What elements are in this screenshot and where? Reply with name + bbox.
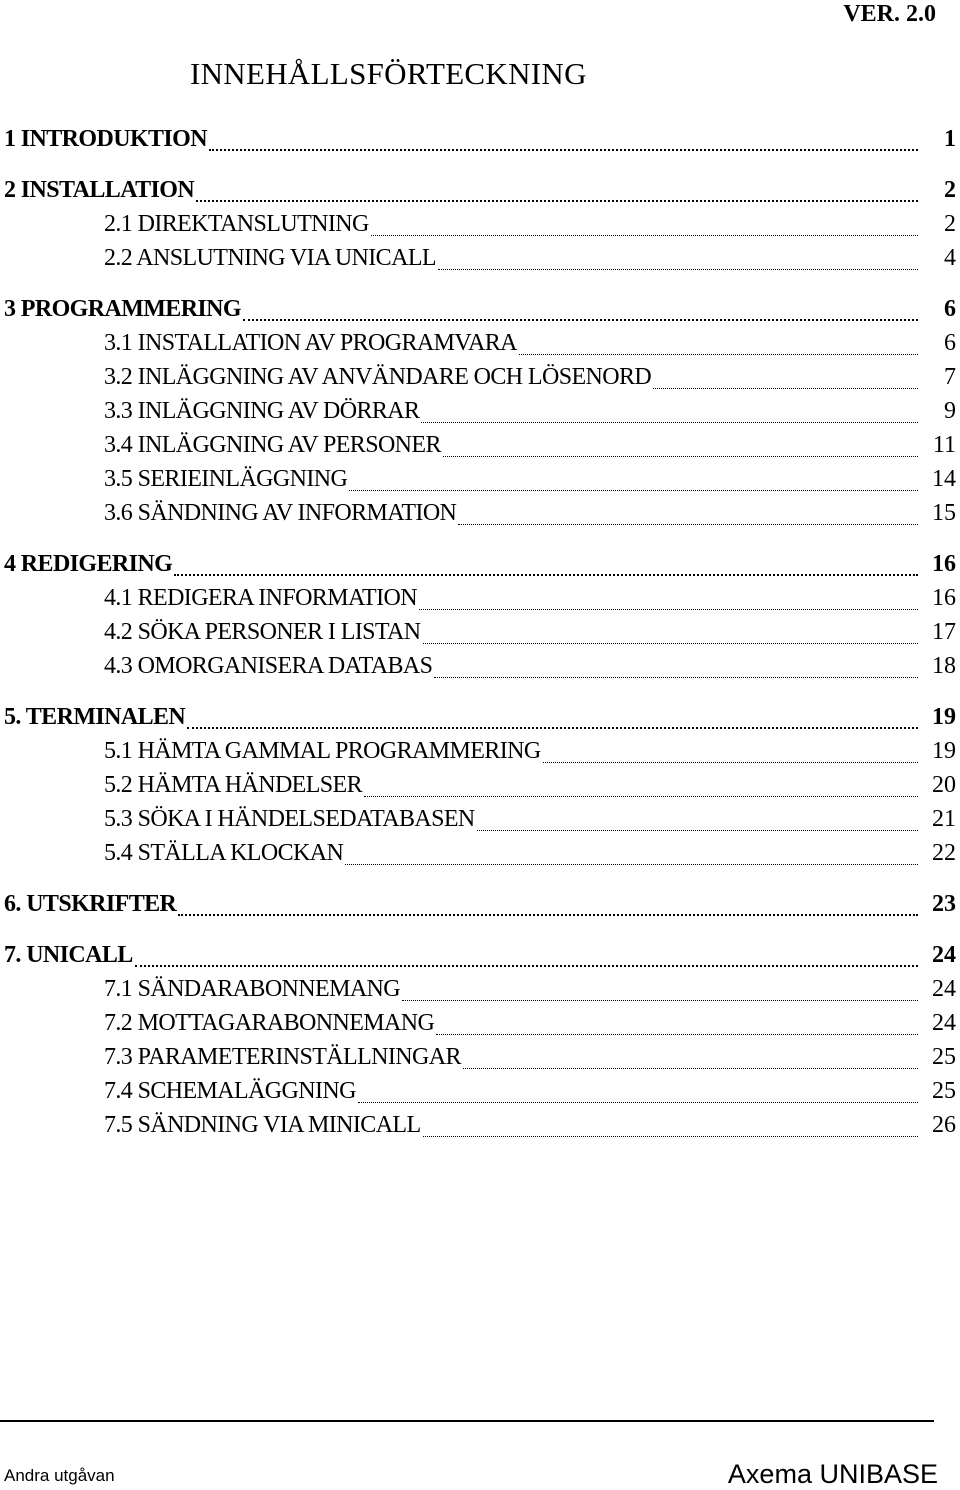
toc-entry-label: 3.6 SÄNDNING AV INFORMATION: [104, 500, 457, 526]
toc-section-entry[interactable]: [0, 1010, 960, 1044]
toc-entry-label: 3.2 INLÄGGNING AV ANVÄNDARE OCH LÖSENORD: [104, 364, 652, 390]
dot-leader: [421, 422, 918, 423]
toc-entry-label: 1 INTRODUKTION: [4, 126, 207, 152]
toc-section-entry[interactable]: [0, 500, 960, 534]
toc-entry-label: 7.4 SCHEMALÄGGNING: [104, 1078, 356, 1104]
toc-entry-label: 4.1 REDIGERA INFORMATION: [104, 585, 417, 611]
footer-product-name: Axema UNIBASE: [727, 1459, 938, 1489]
toc-page-number: 24: [932, 976, 956, 1002]
dot-leader: [438, 269, 918, 270]
toc-entry-label: 4.2 SÖKA PERSONER I LISTAN: [104, 619, 421, 645]
toc-page-number: 2: [944, 177, 956, 203]
toc-chapter-entry[interactable]: [0, 942, 960, 976]
toc-entry-label: 5.2 HÄMTA HÄNDELSER: [104, 772, 363, 798]
dot-leader: [653, 388, 918, 389]
dot-leader: [187, 727, 918, 729]
dot-leader: [209, 149, 918, 151]
toc-entry-label: 7.2 MOTTAGARABONNEMANG: [104, 1010, 435, 1036]
dot-leader: [196, 200, 918, 202]
toc-section-entry[interactable]: [0, 976, 960, 1010]
toc-entry-label: 4.3 OMORGANISERA DATABAS: [104, 653, 433, 679]
toc-page-number: 14: [932, 466, 956, 492]
toc-entry-label: 3.1 INSTALLATION AV PROGRAMVARA: [104, 330, 517, 356]
toc-page-number: 19: [932, 738, 956, 764]
dot-leader: [402, 1000, 918, 1001]
toc-section-entry[interactable]: [0, 1078, 960, 1112]
toc-entry-label: 2.2 ANSLUTNING VIA UNICALL: [104, 245, 436, 271]
dot-leader: [519, 354, 918, 355]
toc-section-entry[interactable]: [0, 330, 960, 364]
toc-page-number: 11: [932, 432, 956, 458]
dot-leader: [358, 1102, 918, 1103]
dot-leader: [463, 1068, 918, 1069]
toc-page-number: 20: [932, 772, 956, 798]
toc-page-number: 22: [932, 840, 956, 866]
toc-page-number: 23: [932, 891, 956, 917]
toc-section-entry[interactable]: [0, 772, 960, 806]
toc-section-entry[interactable]: [0, 432, 960, 466]
dot-leader: [477, 830, 918, 831]
toc-entry-label: 7. UNICALL: [4, 942, 133, 968]
dot-leader: [423, 1136, 918, 1137]
toc-page-number: 4: [944, 245, 956, 271]
toc-chapter-entry[interactable]: [0, 177, 960, 211]
toc-entry-label: 7.1 SÄNDARABONNEMANG: [104, 976, 401, 1002]
footer-edition: Andra utgåvan: [4, 1466, 115, 1485]
toc-page-number: 19: [932, 704, 956, 730]
toc-entry-label: 5.1 HÄMTA GAMMAL PROGRAMMERING: [104, 738, 541, 764]
toc-page-number: 6: [944, 330, 956, 356]
toc-entry-label: 2.1 DIREKTANSLUTNING: [104, 211, 369, 237]
toc-entry-label: 3.3 INLÄGGNING AV DÖRRAR: [104, 398, 420, 424]
toc-page-number: 7: [944, 364, 956, 390]
dot-leader: [458, 524, 918, 525]
toc-section-entry[interactable]: [0, 466, 960, 500]
toc-section-entry[interactable]: [0, 1112, 960, 1146]
toc-section-entry[interactable]: [0, 738, 960, 772]
toc-page-number: 21: [932, 806, 956, 832]
toc-section-entry[interactable]: [0, 806, 960, 840]
toc-entry-label: 5.3 SÖKA I HÄNDELSEDATABASEN: [104, 806, 475, 832]
page-title: INNEHÅLLSFÖRTECKNING: [190, 56, 587, 91]
dot-leader: [364, 796, 918, 797]
dot-leader: [174, 574, 918, 576]
toc-section-entry[interactable]: [0, 1044, 960, 1078]
toc-section-entry[interactable]: [0, 619, 960, 653]
dot-leader: [419, 609, 918, 610]
dot-leader: [178, 914, 918, 916]
toc-page-number: 24: [932, 942, 956, 968]
dot-leader: [371, 235, 918, 236]
toc-entry-label: 5.4 STÄLLA KLOCKAN: [104, 840, 344, 866]
toc-page-number: 24: [932, 1010, 956, 1036]
toc-section-entry[interactable]: [0, 585, 960, 619]
toc-page-number: 9: [944, 398, 956, 424]
toc-chapter-entry[interactable]: [0, 296, 960, 330]
dot-leader: [543, 762, 918, 763]
toc-entry-label: 2 INSTALLATION: [4, 177, 195, 203]
toc-section-entry[interactable]: [0, 840, 960, 874]
toc-entry-label: 6. UTSKRIFTER: [4, 891, 177, 917]
toc-page-number: 25: [932, 1044, 956, 1070]
toc-page-number: 16: [932, 551, 956, 577]
toc-chapter-entry[interactable]: [0, 704, 960, 738]
dot-leader: [135, 965, 918, 967]
toc-chapter-entry[interactable]: [0, 126, 960, 160]
toc-entry-label: 7.5 SÄNDNING VIA MINICALL: [104, 1112, 421, 1138]
toc-entry-label: 3.4 INLÄGGNING AV PERSONER: [104, 432, 441, 458]
dot-leader: [345, 864, 918, 865]
dot-leader: [436, 1034, 918, 1035]
toc-page-number: 17: [932, 619, 956, 645]
toc-entry-label: 3 PROGRAMMERING: [4, 296, 241, 322]
toc-page-number: 1: [944, 126, 956, 152]
toc-section-entry[interactable]: [0, 211, 960, 245]
toc-entry-label: 3.5 SERIEINLÄGGNING: [104, 466, 348, 492]
dot-leader: [243, 319, 918, 321]
toc-chapter-entry[interactable]: [0, 891, 960, 925]
dot-leader: [443, 456, 918, 457]
toc-page-number: 2: [944, 211, 956, 237]
toc-entry-label: 4 REDIGERING: [4, 551, 173, 577]
toc-entry-label: 5. TERMINALEN: [4, 704, 186, 730]
toc-page-number: 26: [932, 1112, 956, 1138]
toc-entry-label: 7.3 PARAMETERINSTÄLLNINGAR: [104, 1044, 461, 1070]
toc-page-number: 18: [932, 653, 956, 679]
footer-divider: [0, 1420, 934, 1422]
dot-leader: [423, 643, 918, 644]
toc-section-entry[interactable]: [0, 364, 960, 398]
toc-page-number: 25: [932, 1078, 956, 1104]
toc-section-entry[interactable]: [0, 398, 960, 432]
toc-page-number: 16: [932, 585, 956, 611]
toc-section-entry[interactable]: [0, 653, 960, 687]
toc-page-number: 6: [944, 296, 956, 322]
toc-section-entry[interactable]: [0, 245, 960, 279]
version-label: VER. 2.0: [843, 1, 936, 27]
toc-page-number: 15: [932, 500, 956, 526]
dot-leader: [349, 490, 918, 491]
toc-chapter-entry[interactable]: [0, 551, 960, 585]
dot-leader: [434, 677, 918, 678]
